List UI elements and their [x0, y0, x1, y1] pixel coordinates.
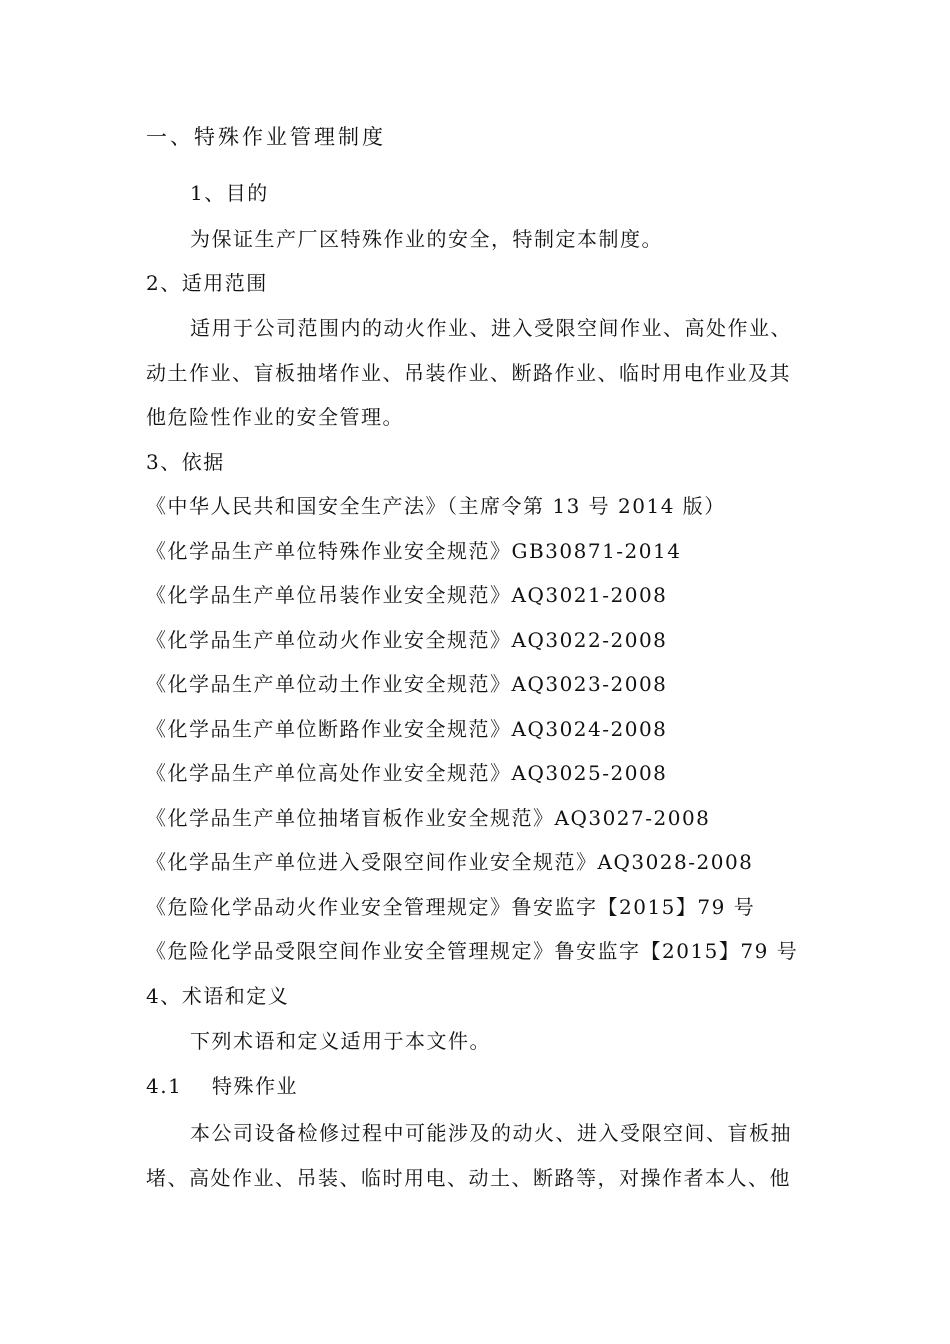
- reference-item: 《化学品生产单位抽堵盲板作业安全规范》AQ3027-2008: [146, 806, 711, 830]
- reference-item: 《化学品生产单位高处作业安全规范》AQ3025-2008: [146, 761, 668, 785]
- section-1-heading: 1、目的: [190, 181, 269, 205]
- reference-item: 《化学品生产单位动火作业安全规范》AQ3022-2008: [146, 628, 668, 652]
- section-2-line: 适用于公司范围内的动火作业、进入受限空间作业、高处作业、: [190, 316, 792, 340]
- reference-item: 《化学品生产单位特殊作业安全规范》GB30871-2014: [146, 539, 682, 563]
- section-3-heading: 3、依据: [146, 450, 225, 474]
- section-2-heading: 2、适用范围: [146, 271, 268, 295]
- subsection-number: 4.1: [146, 1074, 183, 1098]
- section-4-heading: 4、术语和定义: [146, 984, 290, 1008]
- subsection-4-1-heading: [146, 1073, 298, 1099]
- subsection-label: 特殊作业: [212, 1074, 298, 1098]
- reference-item: 《危险化学品动火作业安全管理规定》鲁安监字【2015】79 号: [146, 895, 756, 919]
- subsection-4-1-line: 堵、高处作业、吊装、临时用电、动土、断路等，对操作者本人、他: [146, 1166, 791, 1190]
- section-2-line: 动土作业、盲板抽堵作业、吊装作业、断路作业、临时用电作业及其: [146, 361, 791, 385]
- reference-item: 《化学品生产单位断路作业安全规范》AQ3024-2008: [146, 717, 668, 741]
- section-4-intro: 下列术语和定义适用于本文件。: [190, 1029, 491, 1053]
- reference-item: 《危险化学品受限空间作业安全管理规定》鲁安监字【2015】79 号: [146, 939, 799, 963]
- reference-item: 《化学品生产单位吊装作业安全规范》AQ3021-2008: [146, 583, 668, 607]
- reference-item: 《化学品生产单位动土作业安全规范》AQ3023-2008: [146, 672, 668, 696]
- reference-item: 《化学品生产单位进入受限空间作业安全规范》AQ3028-2008: [146, 850, 754, 874]
- subsection-4-1-line: 本公司设备检修过程中可能涉及的动火、进入受限空间、盲板抽: [190, 1121, 792, 1145]
- reference-item: 《中华人民共和国安全生产法》（主席令第 13 号 2014 版）: [146, 494, 726, 518]
- section-1-body: 为保证生产厂区特殊作业的安全，特制定本制度。: [190, 227, 663, 251]
- section-2-line: 他危险性作业的安全管理。: [146, 405, 404, 429]
- document-title: 一、特殊作业管理制度: [146, 125, 386, 149]
